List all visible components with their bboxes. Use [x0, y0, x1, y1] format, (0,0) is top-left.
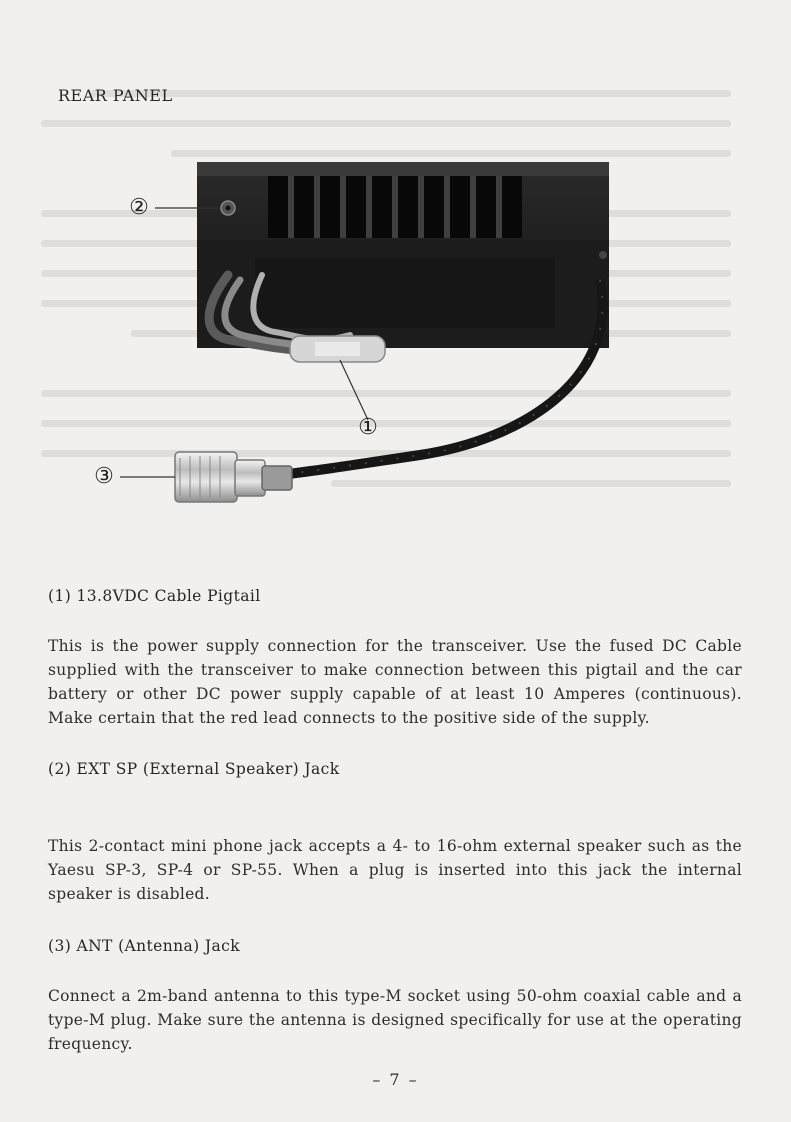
- section-body-ext-speaker: This 2-contact mini phone jack accepts a 4- to 16-ohm external speaker such as the Yaesu SP-3, SP-4 or SP-55. When a plug is inserted into this jack the internal speaker is disabled.: [48, 837, 742, 903]
- callout-one: ①: [358, 415, 378, 440]
- type-m-connector: [175, 452, 292, 502]
- callout-two: ②: [129, 195, 149, 220]
- section-title-dc-pigtail: (1) 13.8VDC Cable Pigtail: [48, 587, 261, 605]
- section-body-antenna: Connect a 2m-band antenna to this type-M socket using 50-ohm coaxial cable and a type-M plug. Make sure the antenna is designed specifically for use at the operating frequency.: [48, 987, 742, 1053]
- section-body-dc-pigtail: This is the power supply connection for the transceiver. Use the fused DC Cable supplied with the transceiver to make connection between this pigtail and the car battery or other DC power supply capable of at least 10 Amperes (continuous). Make certain that the red lead connects to the positive side of the supply.: [48, 637, 742, 727]
- page-number: – 7 –: [372, 1070, 419, 1089]
- section-title-antenna: (3) ANT (Antenna) Jack: [48, 937, 241, 955]
- page-heading: REAR PANEL: [58, 86, 173, 105]
- section-title-ext-speaker: (2) EXT SP (External Speaker) Jack: [48, 760, 340, 778]
- callout-three: ③: [94, 464, 114, 489]
- rear-panel-photo: [0, 140, 791, 540]
